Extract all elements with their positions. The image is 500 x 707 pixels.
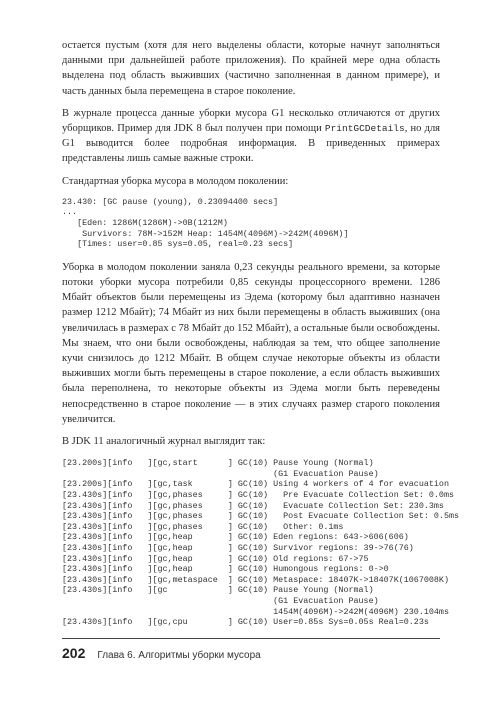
code-line: [23.430s][info ][gc,phases ] GC(10) Pre Evacuate Collection Set: 0.0ms bbox=[62, 490, 455, 501]
code-line: [23.430s][info ][gc,heap ] GC(10) Old regions: 67->75 bbox=[62, 553, 369, 564]
code-line: [23.430s][info ][gc,phases ] GC(10) Evacuate Collection Set: 230.3ms bbox=[62, 500, 444, 511]
code-block-jdk11 bbox=[62, 458, 460, 628]
code-line: [23.430s][info ][gc,heap ] GC(10) Humongous regions: 0->0 bbox=[62, 564, 389, 575]
code-line: [23.430s][info ][gc,phases ] GC(10) Post Evacuate Collection Set: 0.5ms bbox=[62, 511, 460, 522]
code-line: [23.430s][info ][gc,metaspace ] GC(10) Metaspace: 18407K->18407K(1067008K) bbox=[62, 574, 449, 585]
paragraph-2 bbox=[62, 106, 440, 167]
code-line: [23.430s][info ][gc ] GC(10) Pause Young (Normal) bbox=[62, 585, 374, 596]
paragraph-5: В JDK 11 аналогичный журнал выглядит так: bbox=[62, 436, 266, 448]
code-line: 23.430: [GC pause (young), 0.23094400 secs] bbox=[62, 196, 279, 207]
code-block-jdk8 bbox=[62, 197, 440, 250]
code-line: [23.430s][info ][gc,cpu ] GC(10) User=0.85s Sys=0.05s Real=0.23s bbox=[62, 617, 429, 628]
code-line: Survivors: 78M->152M Heap: 1454M(4096M)->242M(4096M)] bbox=[62, 228, 349, 239]
code-line: [23.430s][info ][gc,phases ] GC(10) Other: 0.1ms bbox=[62, 521, 344, 532]
code-line: [23.200s][info ][gc,start ] GC(10) Pause Young (Normal) bbox=[62, 458, 374, 469]
chapter-title: Глава 6. Алгоритмы уборки мусора bbox=[97, 650, 261, 661]
paragraph-3: Стандартная уборка мусора в молодом поколении: bbox=[62, 175, 289, 187]
paragraph-2-end: , но для G1 выводится более подробная информация. В приведенных примерах представлены лишь самые важные строки. bbox=[62, 123, 441, 165]
page-content bbox=[62, 38, 460, 638]
paragraph-2-start: В журнале процесса данные уборки мусора G1 несколько отличаются от других уборщиков. Пример для JDK 8 был получен при помощи bbox=[62, 107, 440, 135]
code-line: (G1 Evacuation Pause) bbox=[62, 595, 379, 606]
inline-code-printgcdetails: PrintGCDetails bbox=[324, 123, 405, 135]
code-line: [23.430s][info ][gc,heap ] GC(10) Survivor regions: 39->76(76) bbox=[62, 542, 414, 553]
code-line: ... bbox=[62, 207, 78, 218]
paragraph-1: остается пустым (хотя для него выделены области, которые начнут заполняться данными при дальнейшей работе приложения). По крайней мере одна область выделена под область выживших (частично заполненная в данном примере), и часть данных была перемещена в старое поколение. bbox=[62, 40, 440, 97]
code-line: 1454M(4096M)->242M(4096M) 230.104ms bbox=[62, 606, 449, 617]
code-line: [Times: user=0.85 sys=0.05, real=0.23 secs] bbox=[62, 239, 294, 250]
page-number: 202 bbox=[62, 645, 86, 661]
code-line: [23.200s][info ][gc,task ] GC(10) Using 4 workers of 4 for evacuation bbox=[62, 479, 449, 490]
code-line: [Eden: 1286M(1286M)->0B(1212M) bbox=[62, 218, 228, 229]
paragraph-4: Уборка в молодом поколении заняла 0,23 секунды реального времени, за которые потоки уборки мусора потребили 0,85 секунды процессорного времени. 1286 Мбайт объектов были перемещены из Эдема (которому был адаптивно назначен размер 1212 Мбайт); 74 Мбайт из них были перемещены в область выживших (она увеличилась в размерах с 78 Мбайт до 152 Мбайт), а остальные были освобождены. Мы знаем, что они были освобождены, наблюдая за тем, что общее заполнение кучи снизилось до 1212 Мбайт. В общем случае некоторые объекты из области выживших могли быть перемещены в старое поколение, а если область выживших была переполнена, то некоторые объекты из Эдема могли быть переведены непосредственно в старое поколение — в этих случаях размер старого поколения увеличится. bbox=[62, 261, 440, 425]
code-line: [23.430s][info ][gc,heap ] GC(10) Eden regions: 643->606(606) bbox=[62, 532, 409, 543]
page-footer bbox=[62, 638, 440, 661]
code-line: (G1 Evacuation Pause) bbox=[62, 468, 379, 479]
